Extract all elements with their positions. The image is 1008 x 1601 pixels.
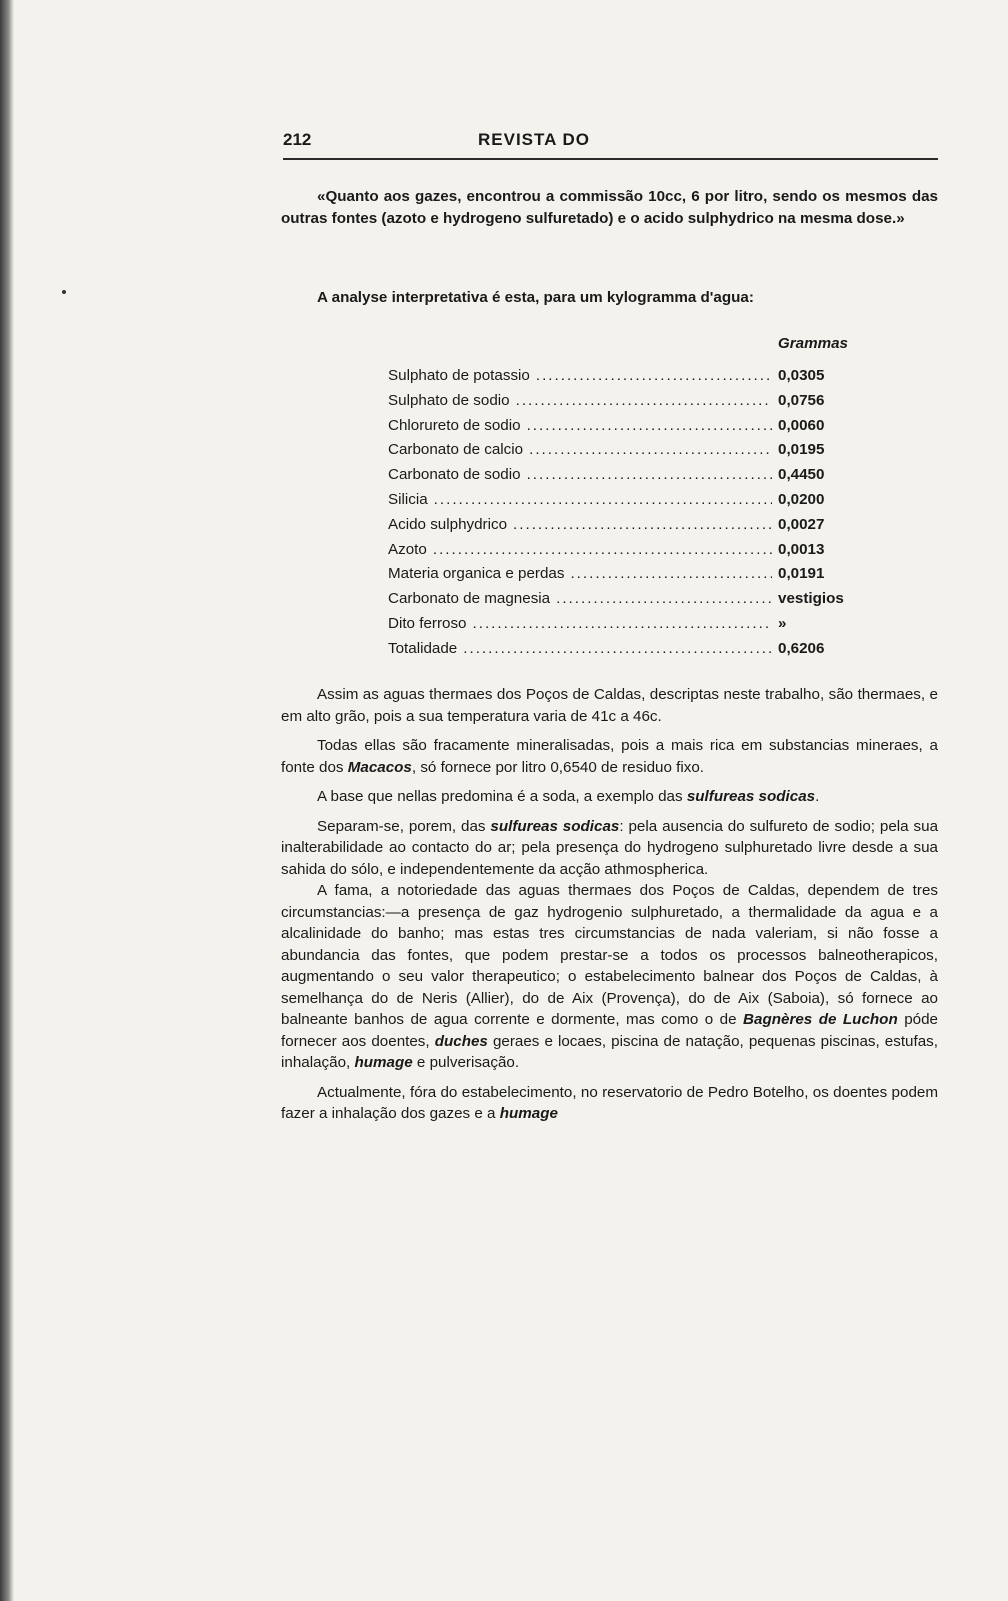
leader-dots bbox=[463, 640, 772, 657]
table-row bbox=[388, 615, 858, 640]
table-row bbox=[388, 516, 858, 541]
table-unit-header: Grammas bbox=[777, 335, 848, 352]
margin-mark bbox=[62, 290, 66, 294]
row-label: Carbonato de magnesia bbox=[388, 590, 551, 608]
leader-dots bbox=[434, 491, 772, 508]
header-rule bbox=[283, 158, 938, 160]
row-value: 0,0195 bbox=[778, 441, 825, 459]
row-value: 0,0027 bbox=[778, 515, 825, 533]
paragraph bbox=[281, 1082, 938, 1125]
row-value: 0,4450 bbox=[778, 466, 825, 484]
row-label: Chlorureto de sodio bbox=[388, 416, 521, 434]
leader-dots bbox=[527, 417, 772, 434]
paragraph bbox=[281, 684, 938, 727]
italic-term: humage bbox=[499, 1105, 558, 1122]
paragraph-text: . bbox=[815, 788, 820, 805]
table-row bbox=[388, 417, 858, 442]
page-number: 212 bbox=[283, 130, 312, 149]
table-row-total bbox=[388, 640, 858, 665]
italic-term: sulfureas sodicas bbox=[686, 788, 816, 805]
italic-term: Bagnères de Luchon bbox=[743, 1011, 898, 1028]
leader-dots bbox=[513, 516, 772, 533]
table-row bbox=[388, 367, 858, 392]
row-value: 0,0305 bbox=[778, 367, 825, 384]
row-value: » bbox=[778, 614, 787, 632]
body-text bbox=[281, 684, 938, 1125]
leader-dots bbox=[433, 541, 772, 558]
quoted-paragraph bbox=[281, 186, 938, 229]
table-row bbox=[388, 590, 858, 615]
italic-term: duches bbox=[434, 1032, 488, 1050]
leader-dots bbox=[529, 441, 772, 458]
leader-dots bbox=[536, 367, 772, 384]
table-row bbox=[388, 392, 858, 417]
quote-text: «Quanto aos gazes, encontrou a commissão 10cc, 6 por litro, sendo os mesmos das outras fontes (azoto e hydrogeno sulfuretado) e o acido sulphydrico na mesma dose.» bbox=[281, 188, 938, 227]
paragraph bbox=[281, 816, 938, 881]
analysis-table bbox=[388, 335, 858, 665]
paragraph bbox=[281, 880, 938, 1074]
page-header bbox=[283, 130, 943, 154]
row-label: Sulphato de sodio bbox=[388, 391, 510, 409]
leader-dots bbox=[473, 615, 773, 632]
row-value: vestigios bbox=[778, 590, 844, 608]
table-row bbox=[388, 466, 858, 491]
paragraph-text: geraes e locaes, piscina de natação, pequenas piscinas, estufas, inhalação, bbox=[281, 1032, 938, 1071]
row-label: Totalidade bbox=[388, 639, 458, 657]
row-label: Carbonato de sodio bbox=[388, 466, 521, 484]
paragraph-text: e pulverisação. bbox=[412, 1054, 520, 1071]
paragraph-text: Actualmente, fóra do estabelecimento, no reservatorio de Pedro Botelho, os doentes podem fazer a inhalação dos gazes e a bbox=[281, 1083, 938, 1122]
row-value: 0,0013 bbox=[778, 540, 825, 558]
table-row bbox=[388, 541, 858, 566]
row-value: 0,0756 bbox=[778, 391, 825, 409]
paragraph-text: Todas ellas são fracamente mineralisadas, pois a mais rica em substancias mineraes, a fonte dos bbox=[281, 737, 938, 776]
italic-term: humage bbox=[354, 1054, 413, 1071]
paragraph-text: A fama, a notoriedade das aguas thermaes dos Poços de Caldas, dependem de tres circumstancias:—a presença de gaz hydrogenio sulphuretado, a thermalidade da agua e a alcalinidade do banho; mas estas tres circumstancias de nada valeriam, si não fosse a abundancia das fontes, que podem prestar-se a todos os processos balneotherapicos, augmentando o seu valor therapeutico; o estabelecimento balnear dos Poços de Caldas, à semelhança do de Neris (Allier), do de Aix (Provença), do de Aix (Saboia), só fornece ao balneante banhos de agua corrente e dormente, mas como o de bbox=[281, 882, 938, 1028]
table-row bbox=[388, 565, 858, 590]
row-label: Materia organica e perdas bbox=[388, 565, 565, 583]
leader-dots bbox=[570, 565, 772, 582]
paragraph-text: póde fornecer aos doentes, bbox=[281, 1011, 938, 1050]
row-label: Sulphato de potassio bbox=[388, 367, 530, 384]
paragraph-text: : pela ausencia do sulfureto de sodio; pela sua inalterabilidade ao contacto do ar; pela presença do hydrogeno sulphuretado livre desde a sua sahida do sólo, e independentemente da acção athmospherica. bbox=[281, 817, 939, 878]
paragraph-text: Assim as aguas thermaes dos Poços de Caldas, descriptas neste trabalho, são thermaes, e em alto grão, pois a sua temperatura varia de 41c a 46c. bbox=[281, 686, 938, 725]
leader-dots bbox=[527, 466, 772, 483]
intro-text: A analyse interpretativa é esta, para um kylogramma d'agua: bbox=[317, 289, 754, 306]
table-intro bbox=[281, 287, 938, 309]
row-label: Carbonato de calcio bbox=[388, 441, 524, 459]
row-value: 0,0191 bbox=[778, 565, 825, 583]
paragraph bbox=[281, 786, 938, 808]
italic-term: sulfureas sodicas bbox=[490, 817, 620, 835]
paragraph-text: A base que nellas predomina é a soda, a exemplo das bbox=[317, 788, 687, 805]
leader-dots bbox=[516, 392, 772, 409]
row-label: Acido sulphydrico bbox=[388, 515, 508, 533]
paragraph-text: , só fornece por litro 0,6540 de residuo fixo. bbox=[411, 758, 704, 776]
row-value: 0,6206 bbox=[778, 639, 825, 657]
table-row bbox=[388, 491, 858, 516]
leader-dots bbox=[556, 590, 772, 607]
row-value: 0,0200 bbox=[778, 490, 825, 508]
scan-page-edge bbox=[0, 0, 14, 1601]
paragraph-text: Separam-se, porem, das bbox=[317, 817, 491, 835]
row-label: Silicia bbox=[388, 490, 428, 508]
row-label: Azoto bbox=[388, 540, 427, 558]
row-label: Dito ferroso bbox=[388, 614, 467, 632]
paragraph bbox=[281, 735, 938, 778]
running-head: REVISTA DO bbox=[478, 130, 591, 149]
row-value: 0,0060 bbox=[778, 416, 825, 434]
italic-term: Macacos bbox=[347, 758, 412, 776]
table-row bbox=[388, 441, 858, 466]
